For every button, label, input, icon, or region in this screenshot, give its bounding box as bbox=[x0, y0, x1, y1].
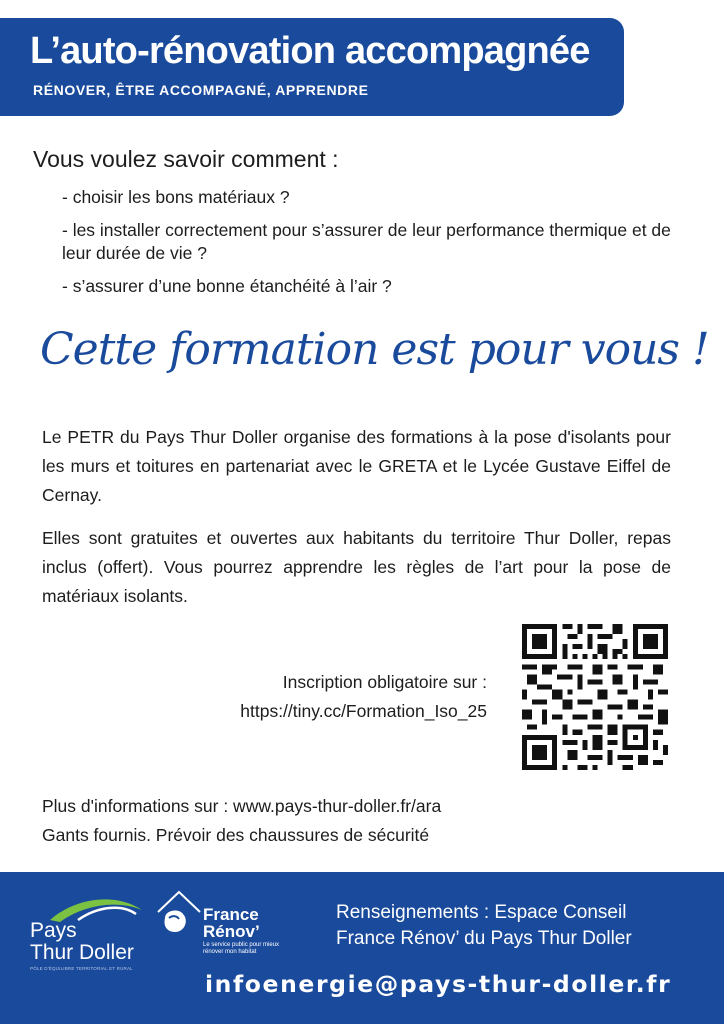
body-paragraph: Elles sont gratuites et ouvertes aux habitants du territoire Thur Doller, repas inclus (offert). Vous pourrez apprendre les règles de l’art pour la pose de matériaux isolants. bbox=[42, 528, 671, 606]
body-text bbox=[42, 423, 671, 625]
france-renov-tagline: Le service public pour mieux rénover mon habitat bbox=[203, 942, 280, 955]
bullet-list bbox=[62, 186, 682, 308]
headline: Cette formation est pour vous ! bbox=[40, 324, 709, 375]
body-paragraph: Le PETR du Pays Thur Doller organise des formations à la pose d'isolants pour les murs et toitures en partenariat avec le GRETA et le Lycée Gustave Eiffel de Cernay. bbox=[42, 427, 671, 505]
ptd-logo-tagline: PÔLE D'ÉQUILIBRE TERRITORIAL ET RURAL bbox=[30, 966, 133, 971]
contact-line-2: France Rénov’ du Pays Thur Doller bbox=[336, 928, 632, 949]
more-info-link[interactable]: Plus d'informations sur : www.pays-thur-doller.fr/ara bbox=[42, 796, 442, 816]
bullet-item: - les installer correctement pour s’assurer de leur performance thermique et de leur durée de vie ? bbox=[62, 220, 671, 263]
pays-thur-doller-logo bbox=[30, 890, 150, 980]
intro-question: Vous voulez savoir comment : bbox=[33, 146, 339, 172]
ptd-logo-line1: Pays bbox=[30, 919, 77, 942]
equipment-note: Gants fournis. Prévoir des chaussures de sécurité bbox=[42, 825, 430, 845]
header-banner bbox=[0, 18, 624, 116]
france-renov-logo bbox=[155, 888, 315, 978]
contact-email-link[interactable]: infoenergie@pays-thur-doller.fr bbox=[205, 970, 672, 998]
ptd-logo-line2: Thur Doller bbox=[30, 941, 134, 964]
footer bbox=[0, 872, 724, 1024]
contact-line-1: Renseignements : Espace Conseil bbox=[336, 902, 627, 923]
registration-block bbox=[150, 668, 487, 726]
qr-code-icon[interactable] bbox=[522, 624, 668, 770]
contact-block bbox=[336, 900, 716, 952]
france-renov-logo-icon bbox=[155, 888, 203, 944]
page-subtitle: RÉNOVER, ÊTRE ACCOMPAGNÉ, APPRENDRE bbox=[33, 82, 369, 98]
france-renov-line1: France bbox=[203, 905, 259, 924]
bullet-item: - choisir les bons matériaux ? bbox=[62, 187, 290, 207]
page-title: L’auto-rénovation accompagnée bbox=[30, 30, 590, 72]
registration-link[interactable]: https://tiny.cc/Formation_Iso_25 bbox=[240, 701, 487, 721]
registration-label: Inscription obligatoire sur : bbox=[282, 672, 487, 692]
bullet-item: - s’assurer d’une bonne étanchéité à l’air ? bbox=[62, 276, 392, 296]
france-renov-line2: Rénov’ bbox=[203, 922, 260, 941]
more-info-block bbox=[42, 792, 642, 850]
